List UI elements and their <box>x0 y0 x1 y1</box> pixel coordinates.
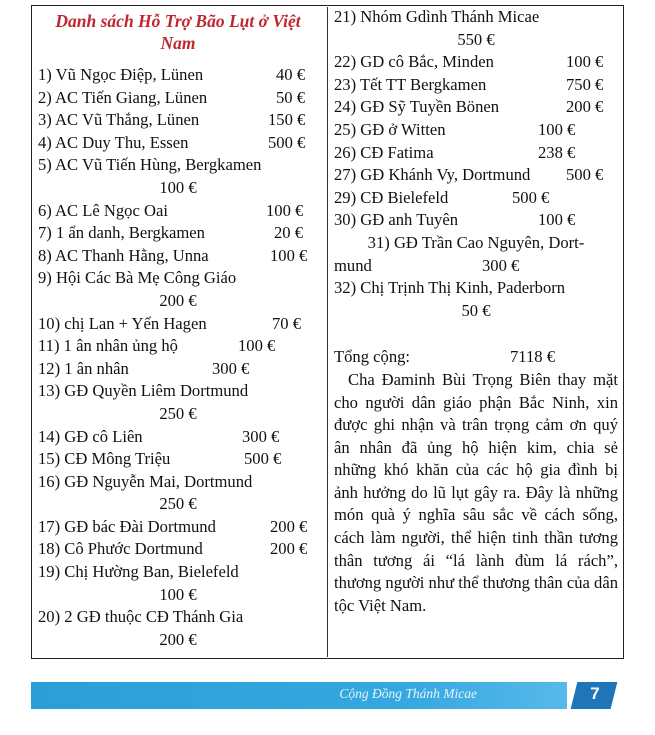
list-item: 20) 2 GĐ thuộc CĐ Thánh Gia <box>38 607 244 627</box>
thanks-paragraph: Cha Đaminh Bùi Trọng Biên thay mặt cho người dân giáo phận Bắc Ninh, xin được ghi nhận và trân trọng cảm ơn quý ân nhân đã ủng hộ hiện kim, chia sẻ những khó khăn của các hộ gia đình bị ảnh hưởng do lũ lụt gây ra. Đây là những món quà ý nghĩa sâu sắc về cách sống, cách làm người, thể hiện tinh thần tương thân tương ái “lá lành đùm lá rách”, thương người như thể thương thân của dân tộc Việt Nam. <box>334 369 618 615</box>
list-item-amount: 250 € <box>159 494 197 514</box>
right-column <box>334 6 618 617</box>
list-item-continuation: mund 300 € <box>334 255 520 275</box>
list-item: 21) Nhóm Gdình Thánh Micae <box>334 7 540 26</box>
total-amount: 7118 € <box>510 347 556 367</box>
list-item: 22) GD cô Bắc, Minden 100 € <box>334 52 604 72</box>
list-item: 29) CĐ Bielefeld 500 € <box>334 187 550 207</box>
list-item: 4) AC Duy Thu, Essen 500 € <box>38 132 306 152</box>
page-number: 7 <box>590 684 600 703</box>
list-item: 24) GĐ Sỹ Tuyền Bönen 200 € <box>334 97 604 117</box>
list-item-amount: 50 € <box>461 300 491 320</box>
column-divider <box>327 7 328 657</box>
list-item-amount: 200 € <box>159 629 197 649</box>
footer-text: Cộng Đồng Thánh Micae <box>339 686 477 701</box>
list-item: 2) AC Tiến Giang, Lünen 50 € <box>38 87 306 107</box>
list-item: 5) AC Vũ Tiến Hùng, Bergkamen <box>38 155 262 175</box>
list-item-amount: 200 € <box>159 290 197 310</box>
footer-bar <box>31 682 567 709</box>
list-item-amount: 550 € <box>457 29 495 49</box>
list-title: Danh sách Hỗ Trợ Bão Lụt ở Việt Nam <box>55 11 301 53</box>
list-item-amount: 250 € <box>159 403 197 423</box>
list-item: 1) Vũ Ngọc Điệp, Lünen 40 € <box>38 65 306 84</box>
list-item-amount: 100 € <box>159 584 197 604</box>
total-row <box>334 346 618 369</box>
left-column <box>38 10 318 651</box>
list-item: 8) AC Thanh Hằng, Unna 100 € <box>38 245 308 265</box>
list-item: 31) GĐ Trần Cao Nguyên, Dort- <box>367 232 585 252</box>
list-item: 23) Tết TT Bergkamen 750 € <box>334 74 604 94</box>
list-item: 7) 1 ẩn danh, Bergkamen 20 € <box>38 223 304 243</box>
list-item: 14) GĐ cô Liên 300 € <box>38 426 280 446</box>
list-item: 30) GĐ anh Tuyên 100 € <box>334 210 576 230</box>
list-item: 26) CĐ Fatima 238 € <box>334 142 576 162</box>
list-item-amount: 100 € <box>159 177 197 197</box>
list-item: 19) Chị Hường Ban, Bielefeld <box>38 562 239 582</box>
list-item: 13) GĐ Quyền Liêm Dortmund <box>38 381 249 401</box>
list-item: 17) GĐ bác Đài Dortmund 200 € <box>38 516 308 536</box>
total-label: Tổng cộng: <box>334 347 411 367</box>
list-item: 16) GĐ Nguyễn Mai, Dortmund <box>38 471 253 491</box>
list-item: 10) chị Lan + Yến Hagen 70 € <box>38 313 302 333</box>
footer <box>31 682 624 709</box>
list-item: 9) Hội Các Bà Mẹ Công Giáo <box>38 268 237 288</box>
list-item: 27) GĐ Khánh Vy, Dortmund 500 € <box>334 165 604 185</box>
list-item: 15) CĐ Mông Triệu 500 € <box>38 449 282 469</box>
list-item: 18) Cô Phước Dortmund 200 € <box>38 539 308 559</box>
list-item: 12) 1 ân nhân 300 € <box>38 358 250 378</box>
list-item: 25) GĐ ở Witten 100 € <box>334 119 576 139</box>
list-item: 32) Chị Trịnh Thị Kinh, Paderborn <box>334 278 566 298</box>
list-item: 11) 1 ân nhân ủng hộ 100 € <box>38 336 276 356</box>
list-item: 3) AC Vũ Thắng, Lünen 150 € <box>38 110 306 130</box>
list-item: 6) AC Lê Ngọc Oai 100 € <box>38 200 304 220</box>
